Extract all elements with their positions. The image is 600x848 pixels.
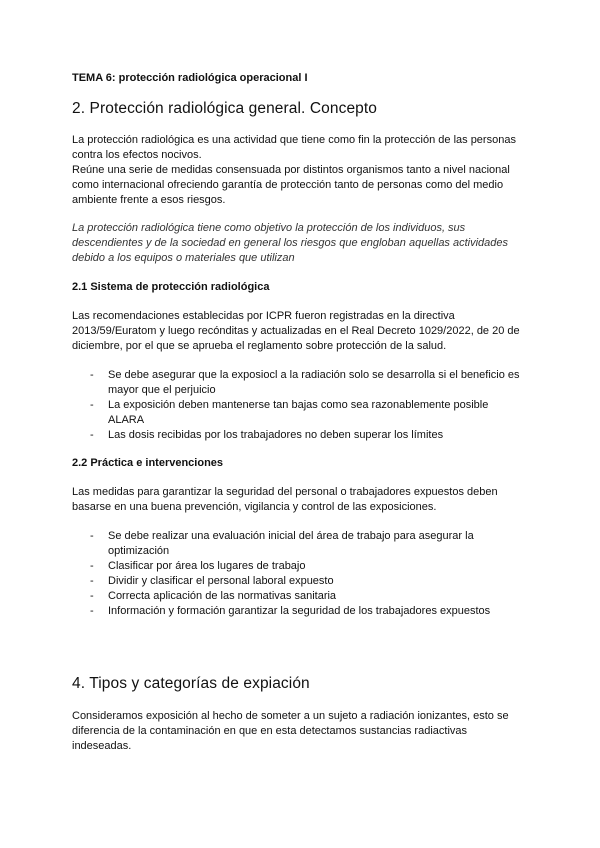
- text-line: contra los efectos nocivos.: [72, 149, 202, 161]
- text-line: Dividir y clasificar el personal laboral expuesto: [108, 575, 334, 587]
- list-item: [72, 428, 528, 443]
- text-line: Se debe asegurar que la exposiocl a la radiación solo se desarrolla si el beneficio es: [108, 369, 520, 381]
- section-4-title: 4. Tipos y categorías de expiación: [72, 675, 310, 692]
- list-item: [72, 574, 528, 589]
- text-line: Consideramos exposición al hecho de someter a un sujeto a radiación ionizantes, esto se: [72, 710, 509, 722]
- text-line: La protección radiológica tiene como objetivo la protección de los individuos, sus: [72, 222, 466, 234]
- text-line: Reúne una serie de medidas consensuada por distintos organismos tanto a nivel nacional: [72, 164, 510, 176]
- section-2-1-paragraph: [72, 309, 528, 354]
- text-line: Se debe realizar una evaluación inicial del área de trabajo para asegurar la: [108, 530, 474, 542]
- text-line: descendientes y de la sociedad en general los riesgos que engloban aquellas actividades: [72, 237, 509, 249]
- list-item: [72, 398, 528, 428]
- text-line: basarse en una buena prevención, vigilancia y control de las exposiciones.: [72, 501, 437, 513]
- text-line: Clasificar por área los lugares de trabajo: [108, 560, 306, 572]
- topic-header: TEMA 6: protección radiológica operacional I: [72, 72, 308, 84]
- text-line: ambiente frente a esos riesgos.: [72, 194, 226, 206]
- section-2-1-title: 2.1 Sistema de protección radiológica: [72, 281, 270, 293]
- section-2-quote: [72, 221, 528, 266]
- list-item: [72, 589, 528, 604]
- text-line: diciembre, por el que se aprueba el reglamento sobre protección de la salud.: [72, 340, 447, 352]
- section-2-title: 2. Protección radiológica general. Concepto: [72, 100, 378, 117]
- text-line: La protección radiológica es una actividad que tiene como fin la protección de las personas: [72, 134, 516, 146]
- dash-bullet: -: [90, 560, 94, 572]
- dash-bullet: -: [90, 399, 94, 411]
- dash-bullet: -: [90, 429, 94, 441]
- list-item: [72, 559, 528, 574]
- section-2-2-title: 2.2 Práctica e intervenciones: [72, 457, 224, 469]
- dash-bullet: -: [90, 605, 94, 617]
- text-line: Información y formación garantizar la seguridad de los trabajadores expuestos: [108, 605, 491, 617]
- list-item: [72, 604, 528, 619]
- dash-bullet: -: [90, 369, 94, 381]
- text-line: mayor que el perjuicio: [108, 384, 216, 396]
- text-line: ALARA: [108, 414, 145, 426]
- text-line: Las dosis recibidas por los trabajadores no deben superar los límites: [108, 429, 444, 441]
- section-4-paragraph: [72, 709, 528, 754]
- dash-bullet: -: [90, 530, 94, 542]
- text-line: Las medidas para garantizar la seguridad del personal o trabajadores expuestos deben: [72, 486, 498, 498]
- section-2-paragraph-1: [72, 133, 528, 208]
- list-item: [72, 368, 528, 398]
- text-line: optimización: [108, 545, 170, 557]
- text-line: debido a los equipos o materiales que utilizan: [72, 252, 295, 264]
- text-line: indeseadas.: [72, 740, 132, 752]
- list-item: [72, 529, 528, 559]
- text-line: Las recomendaciones establecidas por ICPR fueron registradas en la directiva: [72, 310, 455, 322]
- text-line: diferencia de la contaminación en que en esta detectamos sustancias radiactivas: [72, 725, 468, 737]
- section-2-1-list: [72, 368, 528, 443]
- text-line: Correcta aplicación de las normativas sanitaria: [108, 590, 337, 602]
- dash-bullet: -: [90, 575, 94, 587]
- text-line: La exposición deben mantenerse tan bajas como sea razonablemente posible: [108, 399, 489, 411]
- section-2-2-list: [72, 529, 528, 619]
- dash-bullet: -: [90, 590, 94, 602]
- text-line: como internacional ofreciendo garantía de protección tanto de personas como del medio: [72, 179, 504, 191]
- text-line: 2013/59/Euratom y luego recónditas y actualizadas en el Real Decreto 1029/2022, de 20 de: [72, 325, 520, 337]
- section-2-2-paragraph: [72, 485, 528, 515]
